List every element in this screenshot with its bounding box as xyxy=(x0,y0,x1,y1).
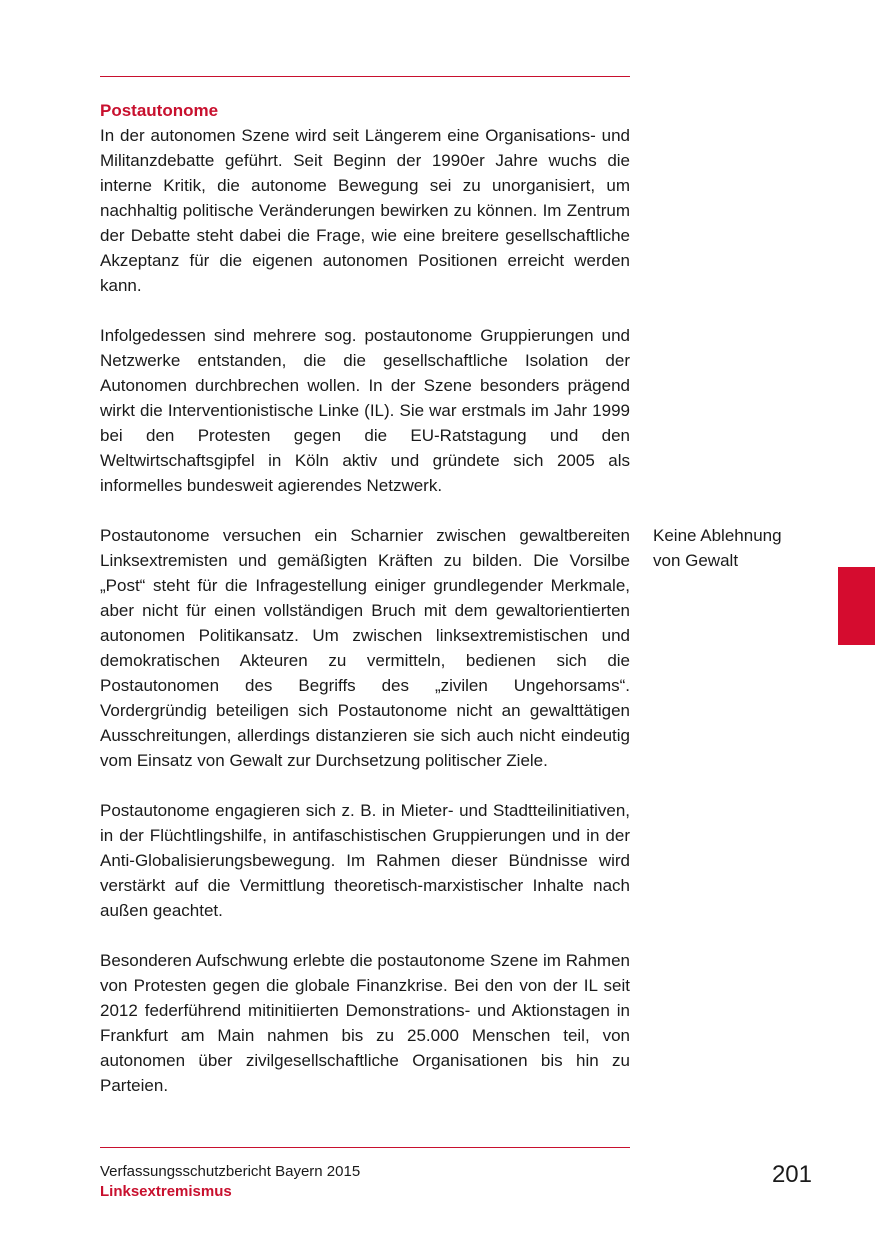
paragraph-2: Infolgedessen sind mehrere sog. postautonome Gruppierungen und Netzwerke entstanden, die die gesellschaftliche Isolation der Autonomen durchbrechen wollen. In der Szene besonders prägend wirkt die Interventionistische Linke (IL). Sie war erstmals im Jahr 1999 bei den Protesten gegen die EU-Ratstagung und den Weltwirtschaftsgipfel in Köln aktiv und gründete sich 2005 als informelles bundesweit agierendes Netzwerk. xyxy=(100,326,630,495)
footer-publication-title: Verfassungsschutzbericht Bayern 2015 xyxy=(100,1163,361,1180)
section-heading: Postautonome xyxy=(100,101,219,120)
paragraph-3: Postautonome versuchen ein Scharnier zwischen gewaltbereiten Linksextremisten und gemäßigten Kräften zu bilden. Die Vorsilbe „Post“ steht für die Infragestellung einiger grundlegender Merkmale, aber nicht für einen vollständigen Bruch mit dem gewaltorientierten autonomen Politikansatz. Um zwischen linksextremistischen und demokratischen Akteuren zu vermitteln, bedienen sich die Postautonomen des Begriffs des „zivilen Ungehorsams“. Vordergründig beteiligen sich Postautonome nicht an gewalttätigen Ausschreitungen, allerdings distanzieren sie sich auch nicht eindeutig vom Einsatz von Gewalt zur Durchsetzung politischer Ziele. xyxy=(100,526,630,770)
chapter-tab-marker xyxy=(838,567,875,645)
bottom-divider xyxy=(100,1147,630,1148)
footer-section-name: Linksextremismus xyxy=(100,1183,232,1200)
margin-note-line-2: von Gewalt xyxy=(653,551,739,570)
paragraph-1: In der autonomen Szene wird seit Längerem eine Organisations- und Militanzdebatte geführt. Seit Beginn der 1990er Jahre wuchs die interne Kritik, die autonome Bewegung sei zu unorganisiert, um nachhaltig politische Veränderungen bewirken zu können. Im Zentrum der Debatte steht dabei die Frage, wie eine breitere gesellschaftliche Akzeptanz für die eigenen autonomen Positionen erreicht werden kann. xyxy=(100,126,630,295)
margin-note-line-1: Keine Ablehnung xyxy=(653,526,782,545)
main-text-column xyxy=(100,98,630,1123)
paragraph-4: Postautonome engagieren sich z. B. in Mieter- und Stadtteilinitiativen, in der Flüchtlingshilfe, in antifaschistischen Gruppierungen und in der Anti-Globalisierungsbewegung. Im Rahmen dieser Bündnisse wird verstärkt auf die Vermittlung theoretisch-marxistischer Inhalte nach außen geachtet. xyxy=(100,801,630,920)
margin-note xyxy=(653,523,833,573)
paragraph-5: Besonderen Aufschwung erlebte die postautonome Szene im Rahmen von Protesten gegen die globale Finanzkrise. Bei den von der IL seit 2012 federführend mitinitiierten Demonstrations- und Aktionstagen in Frankfurt am Main nahmen bis zu 25.000 Menschen teil, von autonomen über zivilgesellschaftliche Organisationen bis hin zu Parteien. xyxy=(100,951,630,1095)
top-divider xyxy=(100,76,630,77)
page-number: 201 xyxy=(771,1161,812,1188)
